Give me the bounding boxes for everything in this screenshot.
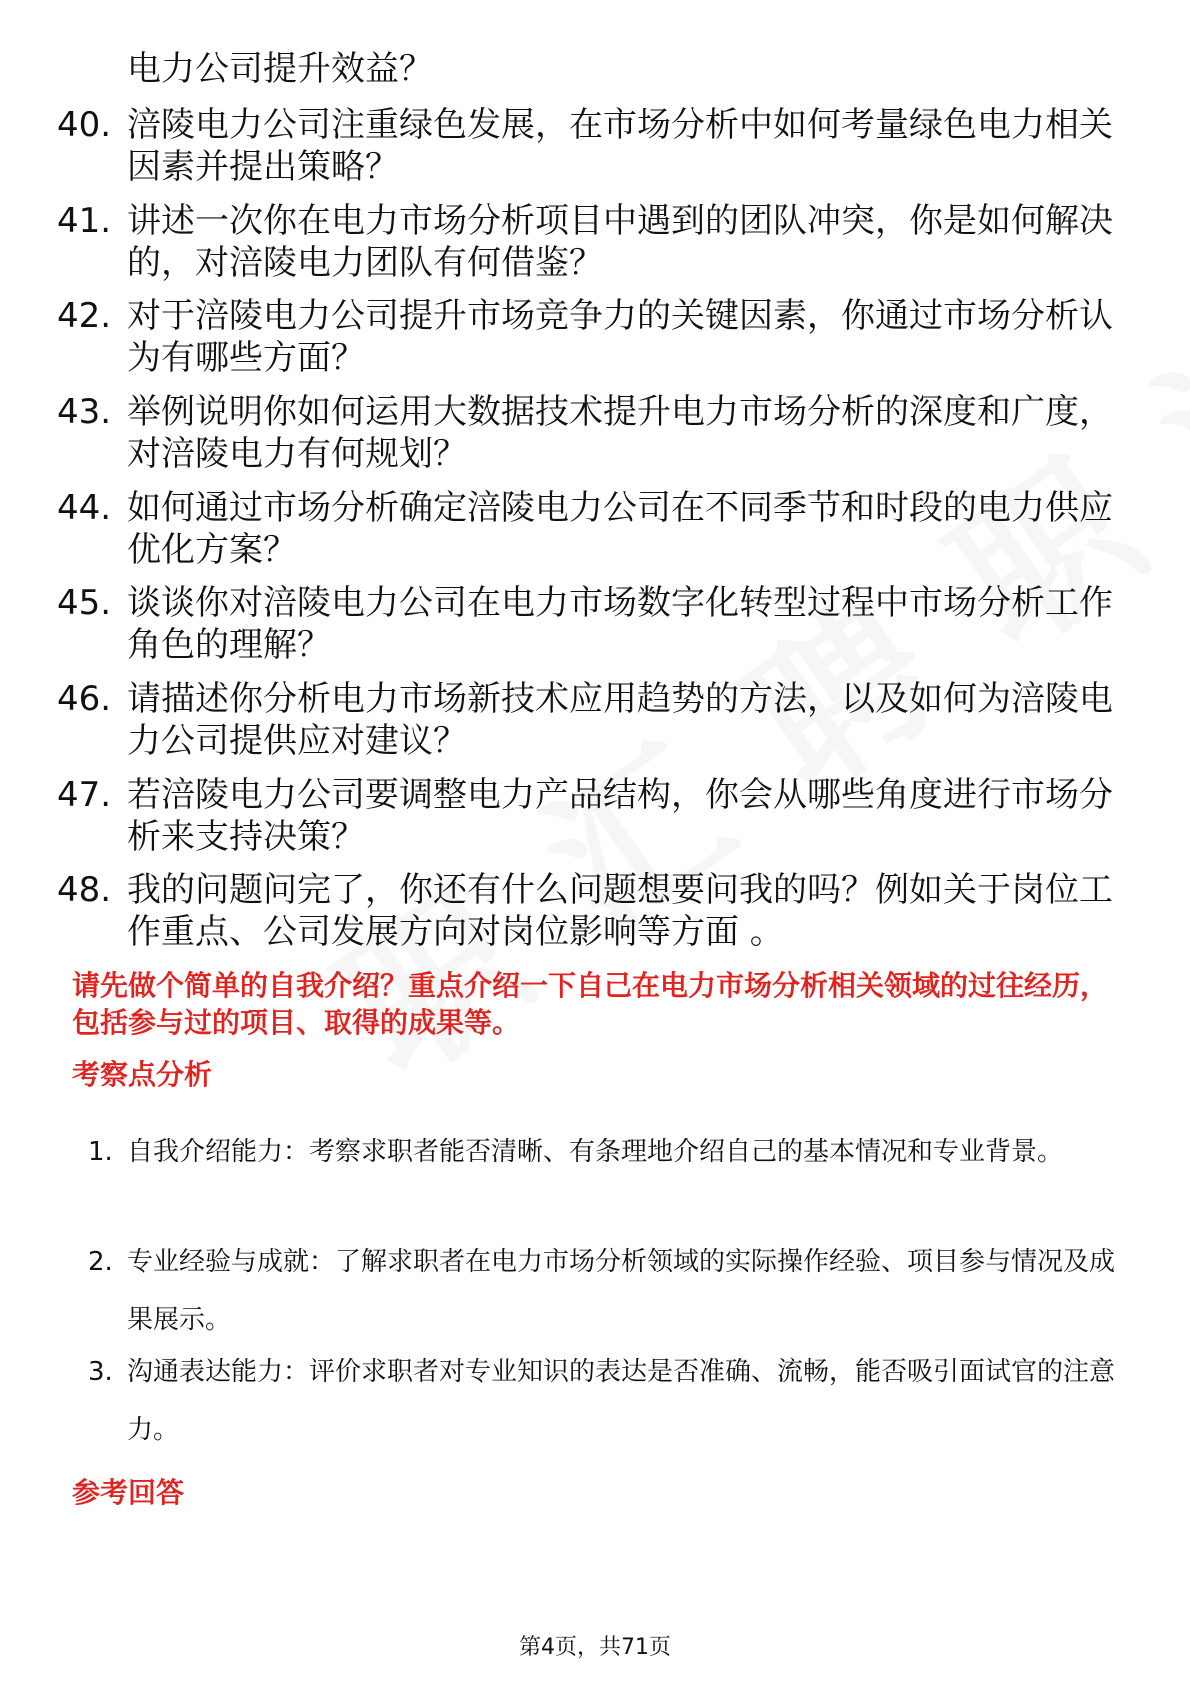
question-number: 43.	[57, 392, 112, 432]
question-text: 谈谈你对涪陵电力公司在电力市场数字化转型过程中市场分析工作角色的理解？	[127, 583, 1113, 665]
analysis-title: 考察点分析	[72, 1058, 213, 1091]
analysis-item-number: 3.	[88, 1357, 113, 1387]
question-number: 42.	[57, 296, 112, 336]
question-number: 47.	[57, 775, 112, 815]
question-text: 如何通过市场分析确定涪陵电力公司在不同季节和时段的电力供应优化方案？	[127, 488, 1113, 570]
question-text: 举例说明你如何运用大数据技术提升电力市场分析的深度和广度，对涪陵电力有何规划？	[127, 392, 1113, 474]
question-number: 44.	[57, 488, 112, 528]
question-number: 40.	[57, 105, 112, 145]
question-continuation: 电力公司提升效益？	[127, 49, 433, 89]
question-number: 45.	[57, 583, 112, 623]
question-text: 我的问题问完了，你还有什么问题想要问我的吗？例如关于岗位工作重点、公司发展方向对岗位影响等方面 。	[127, 870, 1113, 952]
question-number: 41.	[57, 201, 112, 241]
question-text: 若涪陵电力公司要调整电力产品结构，你会从哪些角度进行市场分析来支持决策？	[127, 775, 1113, 857]
analysis-item-text: 专业经验与成就：了解求职者在电力市场分析领域的实际操作经验、项目参与情况及成果展示。	[127, 1247, 1116, 1335]
question-text: 涪陵电力公司注重绿色发展，在市场分析中如何考量绿色电力相关因素并提出策略？	[127, 105, 1113, 187]
question-text: 讲述一次你在电力市场分析项目中遇到的团队冲突，你是如何解决的，对涪陵电力团队有何借鉴？	[127, 201, 1113, 283]
analysis-item-number: 1.	[88, 1137, 113, 1167]
page-footer: 第4页，共71页	[519, 1635, 671, 1660]
analysis-item-number: 2.	[88, 1247, 113, 1277]
highlight-question: 请先做个简单的自我介绍？重点介绍一下自己在电力市场分析相关领域的过往经历，包括参与过的项目、取得的成果等。	[72, 969, 1109, 1039]
analysis-item-text: 自我介绍能力：考察求职者能否清晰、有条理地介绍自己的基本情况和专业背景。	[127, 1137, 1064, 1167]
question-number: 46.	[57, 679, 112, 719]
question-number: 48.	[57, 870, 112, 910]
question-text: 请描述你分析电力市场新技术应用趋势的方法，以及如何为涪陵电力公司提供应对建议？	[127, 679, 1113, 761]
reference-title: 参考回答	[72, 1476, 185, 1509]
analysis-item-text: 沟通表达能力：评价求职者对专业知识的表达是否准确、流畅，能否吸引面试官的注意力。	[127, 1357, 1116, 1445]
question-text: 对于涪陵电力公司提升市场竞争力的关键因素，你通过市场分析认为有哪些方面？	[127, 296, 1113, 378]
